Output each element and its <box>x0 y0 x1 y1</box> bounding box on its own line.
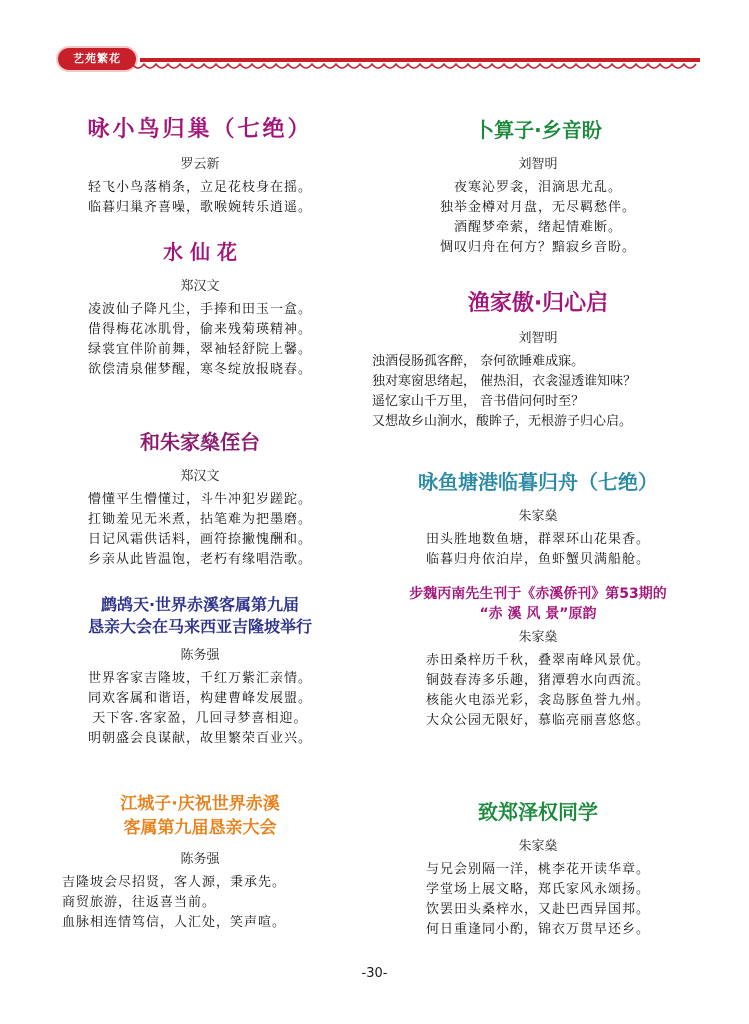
poem-yong-xiaoniao <box>40 112 360 218</box>
poem-jiangchengzi <box>40 792 360 933</box>
poem-line: 扛锄羞见无米煮，拈笔难为把墨磨。 <box>87 512 312 527</box>
poem-lines <box>372 530 704 570</box>
poem-line: 赤田桑梓历千秋，叠翠南峰风景优。 <box>425 653 650 668</box>
poem-author: 朱家燊 <box>518 839 558 854</box>
poem-title-line-1: 江城子·庆祝世界赤溪 <box>120 794 280 814</box>
poem-line: 同欢客属和谐语，构建曹峰发展盟。 <box>87 691 312 706</box>
poem-line: 欲偿清泉催梦醒，寒冬绽放报晓春。 <box>87 362 312 377</box>
poem-line: 商贸旅游，往返喜当前。 <box>62 895 217 910</box>
right-column <box>372 0 704 1024</box>
poem-author: 刘智明 <box>518 157 558 172</box>
poem-line: 又想故乡山涧水，酸眸子，无根游子归心启。 <box>372 414 633 429</box>
poem-author: 刘智明 <box>518 331 558 346</box>
poem-title-line-1: 步魏丙南先生刊于《赤溪侨刊》第53期的 <box>409 586 667 602</box>
poem-lines <box>40 490 360 570</box>
poem-line: 惆叹归舟在何方？黯寂乡音盼。 <box>439 240 636 255</box>
section-tag: 艺苑繁花 <box>58 48 136 70</box>
poem-line: 大众公园无限好，慕临亮丽喜悠悠。 <box>425 713 650 728</box>
poem-line: 日记风霜供话料，画符捺撇愧酬和。 <box>87 532 312 547</box>
poem-zhi-zhengzequan <box>372 796 704 940</box>
poem-line: 独举金樽对月盘，无尽羁愁伴。 <box>439 200 636 215</box>
poem-line: 独对寒窗思绪起， 催热泪，衣衾湿透谁知味？ <box>372 374 637 389</box>
poem-line: 凌波仙子降凡尘，手捧和田玉一盒。 <box>87 302 312 317</box>
poem-line: 何日重逢同小酌，锦衣万贯早还乡。 <box>425 922 650 937</box>
poem-line: 铜鼓春涛多乐趣，猪潭碧水向西流。 <box>425 673 650 688</box>
poem-title-line-2: 恳亲大会在马来西亚吉隆坡举行 <box>87 617 312 636</box>
poem-line: 乡亲从此皆温饱，老朽有缘唱浩歌。 <box>87 552 312 567</box>
poem-line: 与兄会别隔一洋，桃李花开读华章。 <box>425 862 650 877</box>
poem-shuixianhua <box>40 236 360 380</box>
poem-author: 朱家燊 <box>518 509 558 524</box>
poem-title: 卜算子·乡音盼 <box>474 118 602 142</box>
poem-he-zhujiashen <box>40 426 360 570</box>
poem-author: 朱家燊 <box>518 630 558 645</box>
poem-busuanzi <box>372 114 704 258</box>
poem-line: 绿裳宜伴阶前舞，翠袖轻舒院上馨。 <box>87 342 312 357</box>
poem-lines <box>372 651 704 731</box>
poem-yujiaao <box>372 286 704 432</box>
poem-line: 酒醒梦牵萦，绪起情难断。 <box>453 220 622 235</box>
poem-line: 临暮归舟依泊岸，鱼虾蟹贝满船舱。 <box>425 552 650 567</box>
poem-title: 水 仙 花 <box>163 240 237 264</box>
left-column <box>40 0 360 1024</box>
poem-author: 罗云新 <box>180 157 220 172</box>
poem-line: 临暮归巢齐喜噪，歌喉婉转乐逍遥。 <box>87 200 312 215</box>
poem-line: 借得梅花冰肌骨，偷来残菊瑛精神。 <box>87 322 312 337</box>
poem-lines <box>372 352 704 432</box>
poem-author: 陈务强 <box>180 648 220 663</box>
poem-line: 田头胜地数鱼塘，群翠环山花果香。 <box>425 532 650 547</box>
poem-zhegutian <box>40 594 360 749</box>
poem-author: 陈务强 <box>180 852 220 867</box>
poem-line: 轻飞小鸟落梢条，立足花枝身在摇。 <box>87 180 312 195</box>
poem-title: 咏鱼塘港临暮归舟（七绝） <box>418 470 658 494</box>
poem-bu-weibingnan <box>372 584 704 731</box>
poem-lines <box>40 178 360 218</box>
poem-line: 饮罢田头桑梓水，又赴巴西异国邦。 <box>425 902 650 917</box>
poem-author: 郑汉文 <box>180 279 220 294</box>
poem-line: 核能火电添光彩，衾岛豚鱼誉九州。 <box>425 693 650 708</box>
poem-line: 学堂场上展文略，郑氏家风永颂扬。 <box>425 882 650 897</box>
poem-lines <box>40 669 360 749</box>
poem-title: 咏小鸟归巢（七绝） <box>87 117 313 142</box>
poem-yong-yutanggang <box>372 466 704 570</box>
poem-line: 天下客.客家盈，几回寻梦喜相迎。 <box>92 711 308 726</box>
poem-line: 吉隆坡会尽招贤，客人源，秉承先。 <box>62 875 287 890</box>
poem-title-line-1: 鹧鸪天·世界赤溪客属第九届 <box>100 595 300 614</box>
poem-line: 遥忆家山千万里， 音书借问何时至？ <box>372 394 585 409</box>
poem-line: 世界客家吉隆坡，千红万紫汇亲情。 <box>87 671 312 686</box>
poem-line: 明朝盛会良谋献，故里繁荣百业兴。 <box>87 731 312 746</box>
poem-line: 血脉相连情笃信，人汇处，笑声喧。 <box>62 915 287 930</box>
poem-title-line-2: “赤 溪 风 景”原韵 <box>479 606 597 622</box>
poem-lines <box>372 178 704 258</box>
poem-lines <box>40 300 360 380</box>
poem-lines <box>372 860 704 940</box>
poem-title: 和朱家燊侄台 <box>140 430 260 454</box>
poem-title: 渔家傲·归心启 <box>467 291 609 316</box>
page-number: -30- <box>361 966 388 981</box>
poem-line: 懵懂平生懵懂过，斗牛冲犯岁蹉跎。 <box>87 492 312 507</box>
poem-title: 致郑泽权同学 <box>478 800 598 824</box>
poem-line: 夜寒沁罗衾，泪滴思尤乱。 <box>453 180 622 195</box>
poem-author: 郑汉文 <box>180 469 220 484</box>
poem-line: 浊酒侵肠孤客醉， 奈何欲睡难成寐。 <box>372 354 585 369</box>
poem-lines <box>40 873 360 933</box>
poem-title-line-2: 客属第九届恳亲大会 <box>123 818 277 838</box>
